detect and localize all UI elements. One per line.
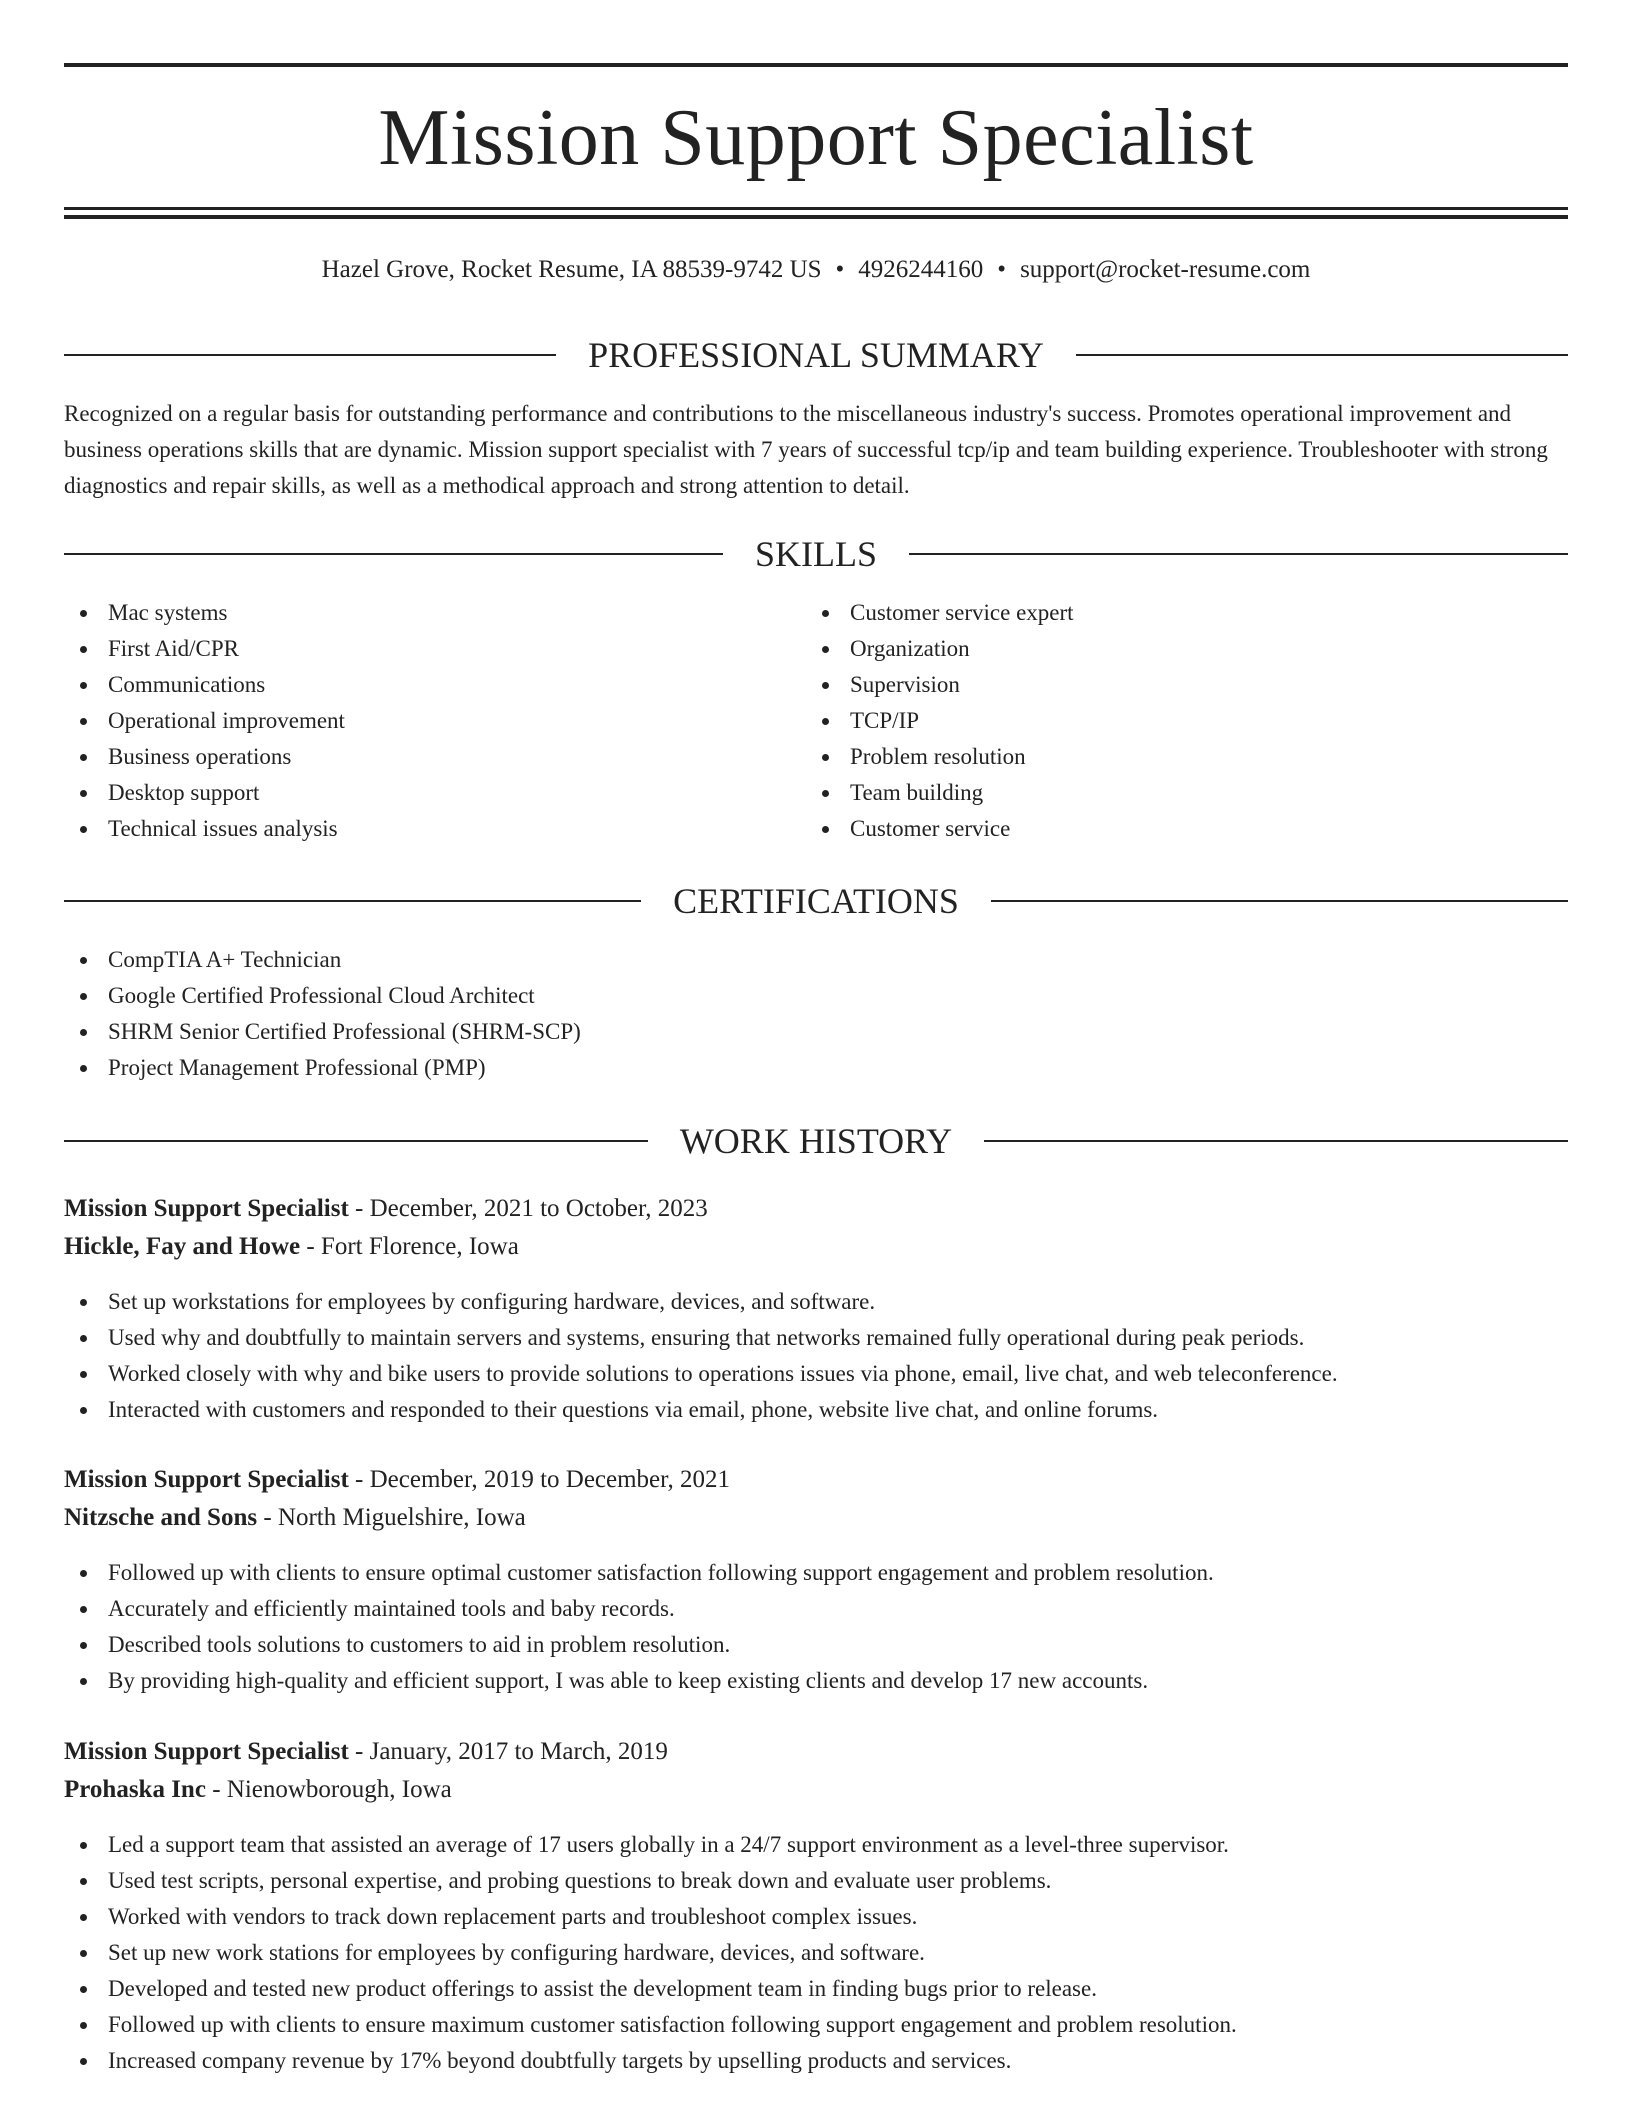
job-bullet: Accurately and efficiently maintained tools and baby records.: [64, 1591, 1568, 1627]
heading-rule-right: [1076, 354, 1568, 356]
job-role: Mission Support Specialist: [64, 1738, 349, 1765]
skill-item: Communications: [64, 667, 764, 703]
contact-email: support@rocket-resume.com: [1020, 256, 1311, 283]
job-bullet: Followed up with clients to ensure maximum customer satisfaction following support engagement and problem resolution.: [64, 2007, 1568, 2043]
job-location: - Nienowborough, Iowa: [205, 1776, 452, 1803]
job-company: Nitzsche and Sons: [64, 1504, 258, 1531]
skill-item: TCP/IP: [806, 703, 1506, 739]
job-role: Mission Support Specialist: [64, 1466, 349, 1493]
job-bullet: Used test scripts, personal expertise, and probing questions to break down and evaluate user problems.: [64, 1863, 1568, 1899]
section-heading-certifications: [64, 877, 1568, 925]
job-location: - Fort Florence, Iowa: [300, 1233, 519, 1260]
skill-item: Team building: [806, 775, 1506, 811]
job-company-line: [64, 1228, 1568, 1266]
skill-item: Desktop support: [64, 775, 764, 811]
contact-line: [64, 252, 1568, 288]
heading-rule-left: [64, 553, 723, 555]
skill-item: Technical issues analysis: [64, 811, 764, 847]
job-title-line: [64, 1733, 1568, 1771]
skills-list-right: [806, 595, 1506, 847]
job-company: Hickle, Fay and Howe: [64, 1233, 301, 1260]
certification-item: Project Management Professional (PMP): [64, 1050, 1064, 1086]
job-role: Mission Support Specialist: [64, 1195, 349, 1222]
heading-rule-left: [64, 1140, 648, 1142]
job-bullet: Used why and doubtfully to maintain servers and systems, ensuring that networks remained fully operational during peak periods.: [64, 1320, 1568, 1356]
section-heading-skills: [64, 530, 1568, 578]
header-top-rule: [64, 63, 1568, 67]
job-bullet: Led a support team that assisted an average of 17 users globally in a 24/7 support environment as a level-three supervisor.: [64, 1827, 1568, 1863]
section-title: WORK HISTORY: [679, 1121, 953, 1161]
heading-rule-right: [909, 553, 1568, 555]
job-bullets: [64, 1827, 1568, 2079]
job-bullet: Worked closely with why and bike users to provide solutions to operations issues via phone, email, live chat, and web teleconference.: [64, 1356, 1568, 1392]
skills-list-left: [64, 595, 764, 847]
job-bullet: Set up new work stations for employees by configuring hardware, devices, and software.: [64, 1935, 1568, 1971]
heading-rule-left: [64, 900, 641, 902]
job-bullet: Developed and tested new product offerings to assist the development team in finding bugs prior to release.: [64, 1971, 1568, 2007]
job-bullet: By providing high-quality and efficient support, I was able to keep existing clients and develop 17 new accounts.: [64, 1663, 1568, 1699]
job-bullet: Described tools solutions to customers to aid in problem resolution.: [64, 1627, 1568, 1663]
job-bullet: Interacted with customers and responded to their questions via email, phone, website live chat, and online forums.: [64, 1392, 1568, 1428]
heading-rule-right: [984, 1140, 1568, 1142]
section-title: SKILLS: [755, 534, 878, 574]
header-double-rule-lower: [64, 215, 1568, 219]
section-heading-work-history: [64, 1117, 1568, 1165]
header-double-rule-upper: [64, 207, 1568, 210]
skill-item: Customer service: [806, 811, 1506, 847]
job-title-line: [64, 1190, 1568, 1228]
skill-item: First Aid/CPR: [64, 631, 764, 667]
skill-item: Mac systems: [64, 595, 764, 631]
job-dates: - December, 2019 to December, 2021: [348, 1466, 730, 1493]
contact-separator: •: [997, 256, 1007, 283]
section-title: PROFESSIONAL SUMMARY: [588, 335, 1044, 375]
skill-item: Problem resolution: [806, 739, 1506, 775]
certifications-list: [64, 942, 1064, 1086]
job-dates: - January, 2017 to March, 2019: [348, 1738, 668, 1765]
skill-item: Organization: [806, 631, 1506, 667]
job-company: Prohaska Inc: [64, 1776, 206, 1803]
contact-phone: 4926244160: [858, 256, 984, 283]
job-bullet: Worked with vendors to track down replacement parts and troubleshoot complex issues.: [64, 1899, 1568, 1935]
job-bullets: [64, 1555, 1568, 1699]
contact-separator: •: [835, 256, 845, 283]
job-bullets: [64, 1284, 1568, 1428]
job-company-line: [64, 1499, 1568, 1537]
skill-item: Business operations: [64, 739, 764, 775]
certification-item: Google Certified Professional Cloud Architect: [64, 978, 1064, 1014]
job-dates: - December, 2021 to October, 2023: [348, 1195, 708, 1222]
section-heading-summary: [64, 331, 1568, 379]
job-bullet: Followed up with clients to ensure optimal customer satisfaction following support engagement and problem resolution.: [64, 1555, 1568, 1591]
resume-name: Mission Support Specialist: [378, 94, 1254, 182]
heading-rule-left: [64, 354, 556, 356]
job-title-line: [64, 1461, 1568, 1499]
skill-item: Operational improvement: [64, 703, 764, 739]
skill-item: Customer service expert: [806, 595, 1506, 631]
job-bullet: Increased company revenue by 17% beyond doubtfully targets by upselling products and services.: [64, 2043, 1568, 2079]
job-location: - North Miguelshire, Iowa: [257, 1504, 526, 1531]
summary-text: Recognized on a regular basis for outstanding performance and contributions to the miscellaneous industry's success. Promotes operational improvement and business operations skills that are dynamic. Mission support specialist with 7 years of successful tcp/ip and team building experience. Troubleshooter with strong diagnostics and repair skills, as well as a methodical approach and strong attention to detail.: [64, 401, 1548, 498]
heading-rule-right: [991, 900, 1568, 902]
job-bullet: Set up workstations for employees by configuring hardware, devices, and software.: [64, 1284, 1568, 1320]
skill-item: Supervision: [806, 667, 1506, 703]
section-title: CERTIFICATIONS: [673, 881, 959, 921]
job-company-line: [64, 1771, 1568, 1809]
certification-item: CompTIA A+ Technician: [64, 942, 1064, 978]
contact-address: Hazel Grove, Rocket Resume, IA 88539-9742 US: [321, 256, 822, 283]
certification-item: SHRM Senior Certified Professional (SHRM-SCP): [64, 1014, 1064, 1050]
